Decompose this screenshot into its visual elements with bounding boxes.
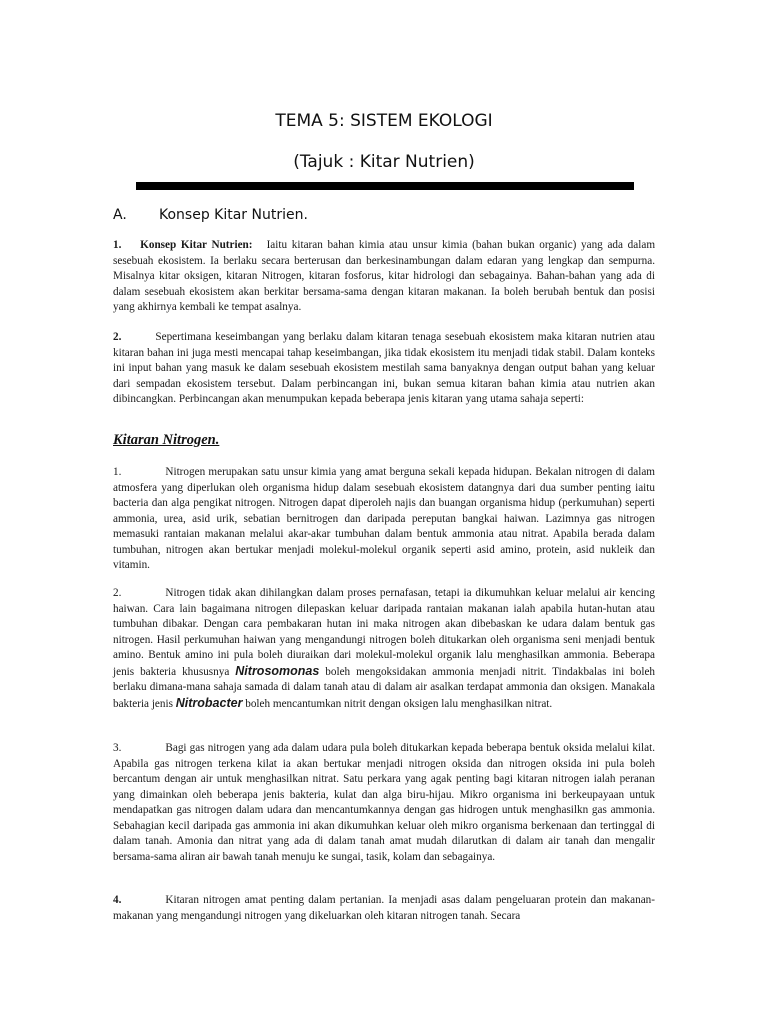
nitrogen-point-2-text-b: boleh mengoksidakan ammonia menjadi nitrit. Tindakbalas ini boleh berlaku dimana-mana sahaja samada di dalam tanah atau di dalam air asalkan terdapat ammonia dan oksigen. Manakala bakteria jenis (113, 665, 656, 710)
paragraph-2-number: 2. (113, 331, 122, 343)
nitrogen-point-1-text: Nitrogen merupakan satu unsur kimia yang amat berguna sekali kepada hidupan. Bekalan nitrogen di dalam atmosfera yang diperlukan oleh organisma hidup dalam sesebuah ekosistem datangnya dari dua sumber penting iaitu bacteria dan alga pengikat nitrogen. Nitrogen dapat diperoleh najis dan buangan organisma hidup (perkumuhan) seperti ammonia, urea, asid urik, sebatian bernitrogen dan daripada pereputan bangkai haiwan. Lazimnya gas nitrogen memasuki rantaian makanan melalui akar-akar tumbuhan dalam bentuk ammonia atau nitrat. Apabila berada dalam tumbuhan, nitrogen akan bertukar menjadi molekul-molekul organik seperti asid amino, protein, asid nukleik dan vitamin. (113, 466, 655, 571)
nitrogen-point-3 (113, 741, 655, 865)
nitrogen-point-1 (113, 465, 655, 574)
document-title: TEMA 5: SISTEM EKOLOGI (275, 111, 493, 131)
paragraph-2-text: Sepertimana keseimbangan yang berlaku dalam kitaran tenaga sesebuah ekosistem maka kitaran nutrien atau kitaran bahan ini juga mesti mencapai tahap keseimbangan, jika tidak ekosistem itu menjadi tidak stabil. Dalam konteks ini input bahan yang masuk ke dalam sesebuah ekosistem mestilah sama banyaknya dengan output bahan yang keluar dari sempadan ekosistem tersebut. Dalam perbincangan ini, bukan semua kitaran bahan kimia atau nutrien akan dibincangkan. Perbincangan akan menumpukan kepada beberapa jenis kitaran yang utama sahaja seperti: (113, 331, 655, 405)
nitrogen-point-3-number: 3. (113, 742, 122, 754)
nitrogen-point-2-text-a: Nitrogen tidak akan dihilangkan dalam proses pernafasan, tetapi ia dikumuhkan keluar melalui air kencing haiwan. Cara lain bagaimana nitrogen dilepaskan keluar daripada rantaian makanan ialah apabila hutan-hutan atau tumbuhan dibakar. Dengan cara pembakaran hutan ini maka nitrogen akan dibebaskan ke udara dalam bentuk gas nitrogen. Hasil perkumuhan haiwan yang mengandungi nitrogen boleh ditukarkan oleh organisma seni menjadi bentuk amino. Bentuk amino ini pula boleh diuraikan dari molekul-molekul organik lalu menghasilkan ammonia. Beberapa jenis bakteria khususnya (113, 587, 655, 678)
paragraph-1-number: 1. (113, 239, 122, 251)
term-nitrosomonas: Nitrosomonas (235, 663, 320, 678)
nitrogen-point-2-text-c: boleh mencantumkan nitrit dengan oksigen lalu menghasilkan nitrat. (245, 697, 553, 710)
nitrogen-point-4-number: 4. (113, 894, 122, 906)
paragraph-1-text: Iaitu kitaran bahan kimia atau unsur kimia (bahan bukan organic) yang ada dalam sesebuah ekosistem. Ia berlaku secara berterusan dan berkesinambungan dalam edaran yang lengkap dan sempurna. Misalnya kitar oksigen, kitaran Nitrogen, kitaran fosforus, kitar hidrologi dan sebagainya. Bahan-bahan yang ada di dalam sesebuah ekosistem akan berkitar bersama-sama dengan kitaran makanan. Ia boleh berubah bentuk dan posisi yang akhirnya kembali ke tempat asalnya. (113, 239, 656, 313)
title-divider (136, 182, 634, 190)
nitrogen-point-2 (113, 586, 655, 712)
section-number: A. (113, 207, 127, 223)
term-nitrobacter: Nitrobacter (175, 695, 243, 710)
subheading-nitrogen-cycle: Kitaran Nitrogen. (113, 432, 220, 448)
paragraph-1 (113, 238, 655, 316)
section-title: Konsep Kitar Nutrien. (159, 207, 308, 223)
section-heading (113, 207, 308, 223)
nitrogen-point-4-text: Kitaran nitrogen amat penting dalam pertanian. Ia menjadi asas dalam pengeluaran protein dan makanan-makanan yang mengandungi nitrogen yang dikeluarkan oleh kitaran nitrogen tanah. Secara (113, 894, 655, 922)
nitrogen-point-2-number: 2. (113, 587, 122, 599)
paragraph-2 (113, 330, 655, 408)
nitrogen-point-1-number: 1. (113, 466, 122, 478)
nitrogen-point-3-text: Bagi gas nitrogen yang ada dalam udara pula boleh ditukarkan kepada beberapa bentuk oksida melalui kilat. Apabila gas nitrogen terkena kilat ia akan bertukar menjadi nitrogen oksida dan nitrogen oksida ini pula boleh bercantum dengan air untuk menghasilkan nitrat. Satu perkara yang agak penting bagi kitaran nitrogen ialah peranan yang dimainkan oleh beberapa jenis bakteria, kulat dan alga biru-hijau. Mikro organisma ini berkeupayaan untuk mendapatkan gas nitrogen dalam udara dan mencantumkannya dengan gas hidrogen untuk menghasilkn gas ammonia. Sebahagian kecil daripada gas ammonia ini akan dikumuhkan keluar oleh mikro organisma berkenaan dan tertinggal di dalam tanah. Amonia dan nitrat yang ada di dalam tanah amat mudah dilarutkan di dalam air tanah dan mengalir bersama-sama aliran air bawah tanah menuju ke sungai, tasik, kolam dan sebagainya. (113, 742, 655, 863)
paragraph-1-lead: Konsep Kitar Nutrien: (140, 239, 253, 251)
nitrogen-point-4 (113, 893, 655, 924)
document-subtitle: (Tajuk : Kitar Nutrien) (293, 152, 475, 172)
